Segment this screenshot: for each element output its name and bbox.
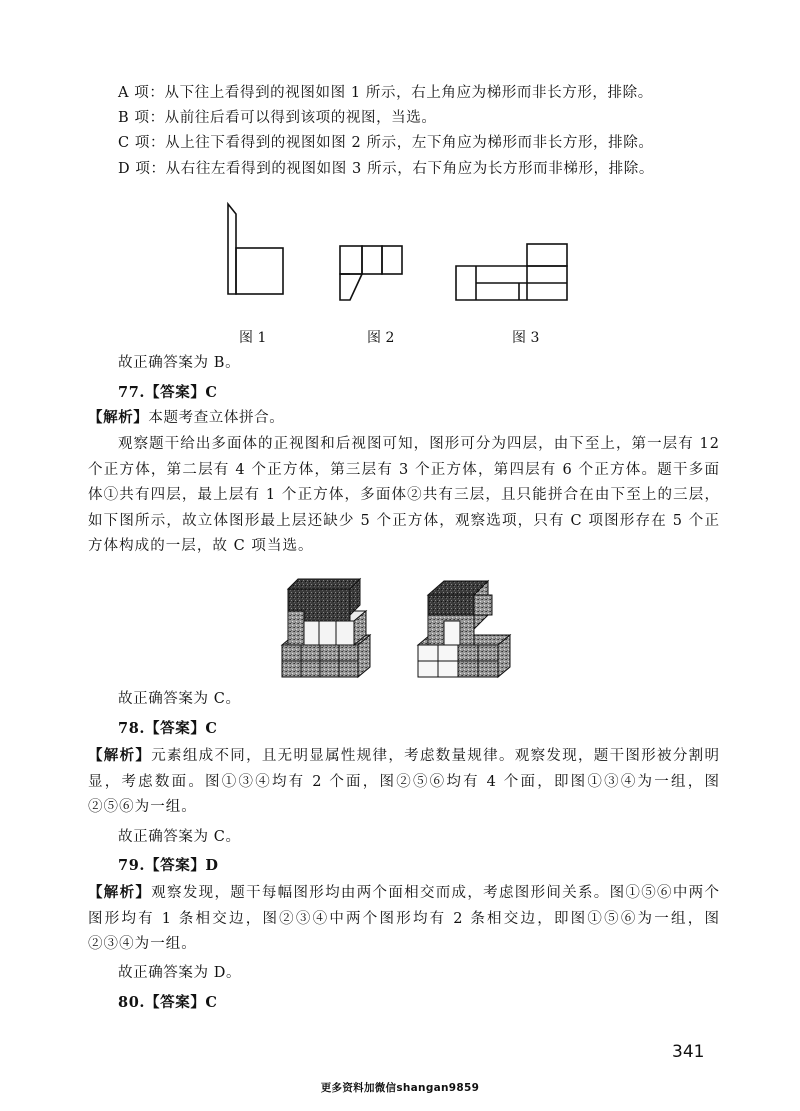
q78-analysis-body: 【解析】元素组成不同，且无明显属性规律，考虑数量规律。观察发现，题干图形被分割明显，考虑数面。图①③④均有 2 个面，图②⑤⑥均有 4 个面，即图①③④为一组，图②⑤⑥为一组。 [88, 747, 721, 815]
option-b-line: B 项：从前往后看可以得到该项的视图，当选。 [118, 110, 437, 126]
footer-note: 更多资料加微信shangan9859 [320, 1082, 480, 1094]
q79-analysis-tag: 【解析】 [88, 884, 152, 901]
view-figure-1 [220, 200, 290, 300]
page-number: 341 [672, 1042, 705, 1062]
option-a-line: A 项：从下往上看得到的视图如图 1 所示，右上角应为梯形而非长方形，排除。 [118, 85, 653, 101]
view-figure-3 [452, 238, 572, 304]
figure-1-caption: 图 1 [239, 330, 267, 346]
q77-analysis-tag: 【解析】 [88, 409, 149, 426]
q79-analysis-body: 【解析】观察发现，题干每幅图形均由两个面相交而成，考虑图形间关系。图①⑤⑥中两个图形均有 1 条相交边，图②③④中两个图形均有 2 条相交边，即图①⑤⑥为一组，图②③④为一组。 [88, 884, 721, 952]
q77-answer: 77.【答案】C [118, 384, 218, 401]
q77-conclusion: 故正确答案为 C。 [118, 691, 241, 707]
figure-3-caption: 图 3 [512, 330, 540, 346]
q76-conclusion: 故正确答案为 B。 [118, 355, 241, 371]
q77-analysis-body: 观察题干给出多面体的正视图和后视图可知，图形可分为四层，由下至上，第一层有 12 个正方体，第二层有 4 个正方体，第三层有 3 个正方体，第四层有 6 个正方体。题干多面体①共有四层，最上层有 1 个正方体，多面体②共有三层，且只能拼合在由下至上的三层，如下图所示，故立体图形最上层还缺少 5 个正方体，观察选项，只有 C 项图形存在 5 个正方体构成的一层，故 C 项当选。 [88, 436, 720, 554]
cube-assembly-figures [278, 575, 518, 680]
figure-2-caption: 图 2 [367, 330, 395, 346]
q77-analysis-heading [88, 407, 688, 429]
q79-conclusion: 故正确答案为 D。 [118, 965, 242, 981]
q78-analysis-tag: 【解析】 [88, 747, 152, 764]
q77-analysis-intro: 本题考查立体拼合。 [148, 410, 285, 426]
view-figure-2 [330, 242, 410, 304]
q78-answer: 78.【答案】C [118, 720, 218, 737]
q79-answer: 79.【答案】D [118, 857, 219, 874]
option-d-line: D 项：从右往左看得到的视图如图 3 所示，右下角应为长方形而非梯形，排除。 [118, 161, 654, 177]
option-c-line: C 项：从上往下看得到的视图如图 2 所示，左下角应为梯形而非长方形，排除。 [118, 135, 654, 151]
q80-answer: 80.【答案】C [118, 994, 218, 1011]
q78-conclusion: 故正确答案为 C。 [118, 829, 241, 845]
